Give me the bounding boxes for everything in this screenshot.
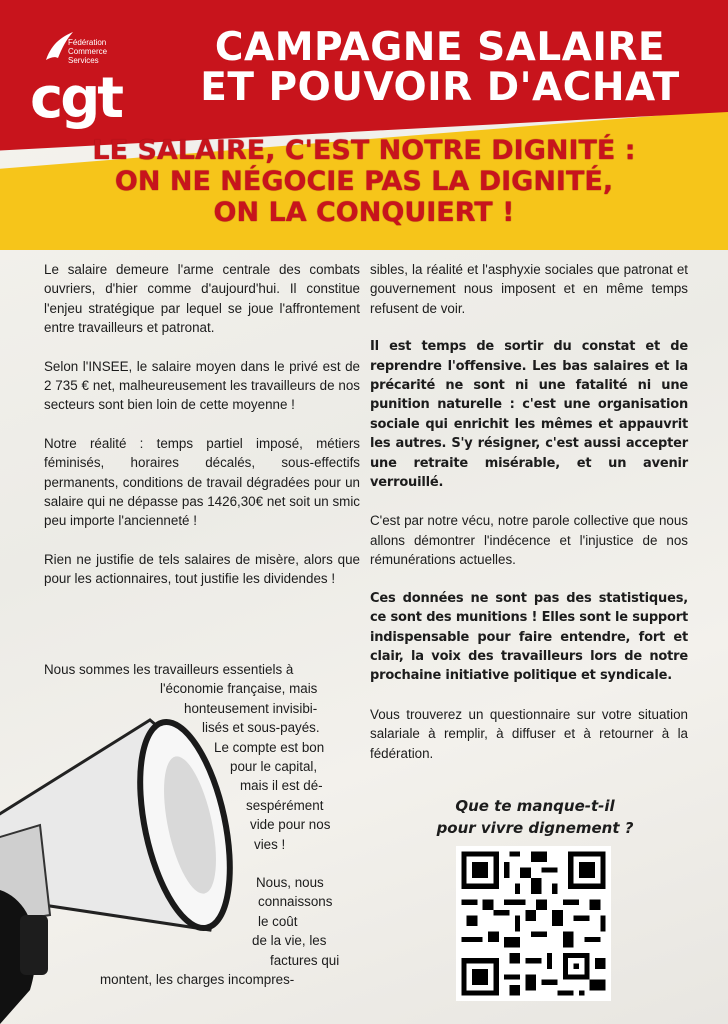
megaphone-illustration [0,700,240,1024]
paragraph: Rien ne justifie de tels salaires de misère, alors que pour les actionnaires, tout justifie les dividendes ! [44,551,360,587]
cgt-logo [8,16,148,136]
paragraph: sibles, la réalité et l'asphyxie sociales que patronat et gouvernement nous imposent et en même temps refusent de voir. [370,262,688,316]
paragraph: Le salaire demeure l'arme centrale des combats ouvriers, d'hier comme d'aujourd'hui. Il constitue l'enjeu stratégique par lequel se joue l'affrontement entre travailleurs et patronat. [44,262,360,336]
bold-paragraph: Il est temps de sortir du constat et de reprendre l'offensive. Les bas salaires et la précarité ne sont ni une fatalité ni une punition naturelle : c'est une organisation sociale qui enrichit les mêmes et appauvrit les autres. S'y résigner, c'est aussi accepter une retraite misérable, et un avenir verrouillé. [370,339,688,491]
left-column [44,260,360,608]
campaign-title: CAMPAGNE SALAIRE ET POUVOIR D'ACHAT [200,25,680,110]
bold-paragraph: Ces données ne sont pas des statistiques, ce sont des munitions ! Elles sont le support indispensable pour faire entendre, fort et clair, la voix des travailleurs lors de notre prochaine initiative politique et syndicale. [370,590,688,684]
qr-code[interactable] [456,846,611,1001]
paragraph: Vous trouverez un questionnaire sur votre situation salariale à remplir, à diffuser et à retourner à la fédération. [370,706,688,761]
header-banner [0,0,728,250]
survey-question: Que te manque-t-il pour vivre dignement ? [436,797,634,837]
wrapped-paragraph: Nous sommes les travailleurs essentiels à l'économie française, mais honteusement invisibi- lisés et sous-payés. Le compte est bon pour le capital, mais il est dé- sespérément vide pour nos vies ! Nous, nous connaissons le coût de la vie, les factures qui montent, les charges incompres- [44,662,340,988]
paragraph: C'est par notre vécu, notre parole collective que nous allons démontrer l'indécence et l'injustice de nos rémunérations actuelles. [370,513,688,568]
paragraph: Selon l'INSEE, le salaire moyen dans le privé est de 2 735 € net, malheureusement les travailleurs de nos secteurs sont bien loin de cette moyenne ! [44,358,360,413]
federation-label: Fédération Commerce Services [68,38,108,65]
right-column [370,260,688,782]
slogan: LE SALAIRE, C'EST NOTRE DIGNITÉ : ON NE NÉGOCIE PAS LA DIGNITÉ, ON LA CONQUIERT ! [92,135,636,228]
paragraph: Notre réalité : temps partiel imposé, métiers féminisés, horaires décalés, sous-effectifs permanents, conditions de travail dégradées pour un salaire qui ne dépasse pas 1426,30€ net soit un smic peu importe l'ancienneté ! [44,435,360,529]
cgt-wordmark: cgt [30,66,122,131]
